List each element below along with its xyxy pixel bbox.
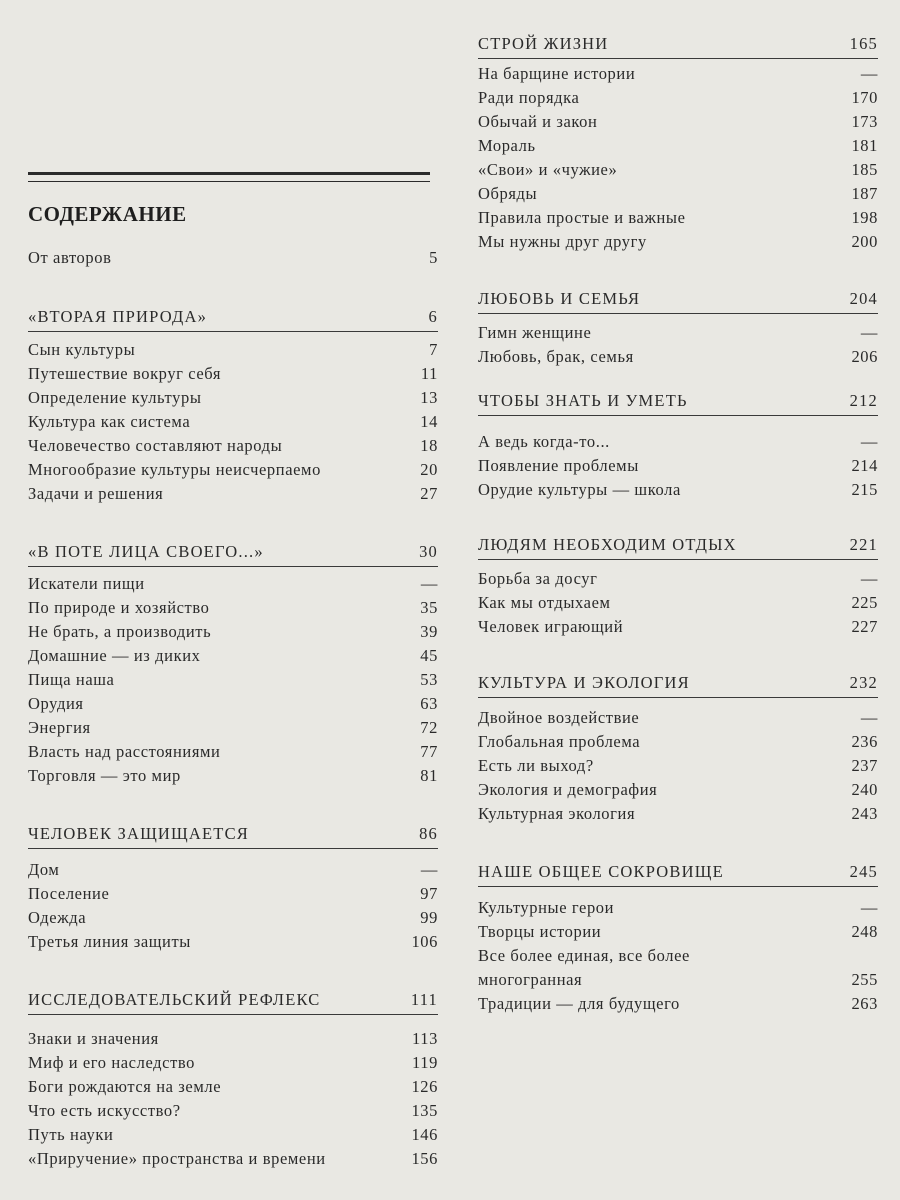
- toc-entry[interactable]: [478, 345, 878, 369]
- entry-title: Появление проблемы: [478, 456, 639, 475]
- section-heading[interactable]: [478, 389, 878, 416]
- entry-title: По природе и хозяйство: [28, 598, 210, 617]
- entry-title: Есть ли выход?: [478, 756, 594, 775]
- toc-entry[interactable]: [28, 644, 438, 668]
- toc-entry[interactable]: [478, 158, 878, 182]
- section-title: СТРОЙ ЖИЗНИ: [478, 34, 609, 53]
- toc-entry[interactable]: [28, 1027, 438, 1051]
- section-heading[interactable]: [478, 860, 878, 887]
- entry-page: 135: [411, 1101, 438, 1120]
- entry-title: многогранная: [478, 970, 583, 989]
- section-title: ЧТОБЫ ЗНАТЬ И УМЕТЬ: [478, 391, 688, 410]
- section-page: 204: [849, 289, 878, 308]
- entry-page: 263: [851, 994, 878, 1013]
- entry-page: 225: [851, 593, 878, 612]
- section-title: «ВТОРАЯ ПРИРОДА»: [28, 307, 208, 326]
- entry-page: 227: [851, 617, 878, 636]
- entry-title: Пища наша: [28, 670, 115, 689]
- entry-title: Миф и его наследство: [28, 1053, 196, 1072]
- toc-entry[interactable]: [478, 86, 878, 110]
- toc-entry[interactable]: [478, 454, 878, 478]
- entry-title: От авторов: [28, 248, 112, 267]
- section-title: НАШЕ ОБЩЕЕ СОКРОВИЩЕ: [478, 862, 724, 881]
- entry-page: 185: [851, 160, 878, 179]
- entry-page: 215: [851, 480, 878, 499]
- toc-entry[interactable]: [478, 478, 878, 502]
- toc-entry[interactable]: [28, 572, 438, 596]
- entry-page: 113: [412, 1029, 438, 1048]
- section-page: 221: [849, 535, 878, 554]
- entry-title: Поселение: [28, 884, 110, 903]
- toc-entry[interactable]: [478, 62, 878, 86]
- section-heading[interactable]: [478, 671, 878, 698]
- entry-title: Определение культуры: [28, 388, 202, 407]
- section-heading[interactable]: [28, 988, 438, 1015]
- toc-entry[interactable]: [478, 802, 878, 826]
- entry-title: Правила простые и важные: [478, 208, 686, 227]
- toc-entry[interactable]: [478, 896, 878, 920]
- entry-page: 39: [420, 622, 438, 641]
- entry-page: 237: [851, 756, 878, 775]
- section-page: 245: [849, 862, 878, 881]
- section-title: ЛЮБОВЬ И СЕМЬЯ: [478, 289, 641, 308]
- entry-title: Путешествие вокруг себя: [28, 364, 222, 383]
- toc-entry[interactable]: [478, 992, 878, 1016]
- toc-entry[interactable]: [478, 615, 878, 639]
- toc-entry[interactable]: [28, 1147, 438, 1171]
- entry-title: Путь науки: [28, 1125, 114, 1144]
- toc-entry[interactable]: [28, 482, 438, 506]
- entry-title: Торговля — это мир: [28, 766, 181, 785]
- entry-title: Власть над расстояниями: [28, 742, 221, 761]
- entry-title: Сын культуры: [28, 340, 136, 359]
- section-page: 86: [419, 824, 438, 843]
- toc-entry[interactable]: [28, 338, 438, 362]
- entry-page: 13: [420, 388, 438, 407]
- entry-title: Борьба за досуг: [478, 569, 598, 588]
- entry-page: 81: [420, 766, 438, 785]
- entry-page: —: [860, 708, 878, 727]
- entry-title: Традиции — для будущего: [478, 994, 680, 1013]
- entry-page: 20: [420, 460, 438, 479]
- toc-entry[interactable]: [478, 182, 878, 206]
- entry-page: —: [860, 898, 878, 917]
- entry-page: 156: [411, 1149, 438, 1168]
- entry-page: 198: [851, 208, 878, 227]
- entry-title: Как мы отдыхаем: [478, 593, 611, 612]
- entry-page: 243: [851, 804, 878, 823]
- toc-entry[interactable]: [478, 778, 878, 802]
- entry-title: Творцы истории: [478, 922, 602, 941]
- section-heading[interactable]: [28, 540, 438, 567]
- section-title: ЛЮДЯМ НЕОБХОДИМ ОТДЫХ: [478, 535, 737, 554]
- entry-title: Культурная экология: [478, 804, 636, 823]
- entry-title: На барщине истории: [478, 64, 636, 83]
- entry-page: —: [420, 860, 438, 879]
- toc-entry[interactable]: [478, 968, 878, 992]
- toc-entry[interactable]: [28, 362, 438, 386]
- entry-title: Искатели пищи: [28, 574, 145, 593]
- section-title: ЧЕЛОВЕК ЗАЩИЩАЕТСЯ: [28, 824, 249, 843]
- entry-page: 181: [851, 136, 878, 155]
- toc-entry[interactable]: [478, 567, 878, 591]
- entry-title: Боги рождаются на земле: [28, 1077, 222, 1096]
- entry-title: Ради порядка: [478, 88, 580, 107]
- entry-title: Мораль: [478, 136, 536, 155]
- toc-entry[interactable]: [28, 764, 438, 788]
- entry-page: —: [860, 323, 878, 342]
- section-page: 165: [849, 34, 878, 53]
- section-page: 30: [419, 542, 438, 561]
- entry-page: 214: [851, 456, 878, 475]
- entry-title: Все более единая, все более: [478, 946, 690, 965]
- entry-title: Культура как система: [28, 412, 191, 431]
- entry-page: 27: [420, 484, 438, 503]
- entry-title: «Приручение» пространства и времени: [28, 1149, 326, 1168]
- entry-page: 106: [411, 932, 438, 951]
- entry-page: —: [860, 569, 878, 588]
- toc-entry[interactable]: [28, 668, 438, 692]
- entry-title: Гимн женщине: [478, 323, 592, 342]
- toc-entry[interactable]: [478, 110, 878, 134]
- entry-title: Орудия: [28, 694, 84, 713]
- toc-entry[interactable]: [28, 620, 438, 644]
- entry-page: 206: [851, 347, 878, 366]
- toc-entry[interactable]: [28, 1123, 438, 1147]
- section-heading[interactable]: [478, 32, 878, 59]
- toc-entry[interactable]: [28, 458, 438, 482]
- entry-title: Одежда: [28, 908, 87, 927]
- entry-page: 126: [411, 1077, 438, 1096]
- toc-entry[interactable]: [28, 1051, 438, 1075]
- entry-page: 63: [420, 694, 438, 713]
- entry-page: 5: [429, 248, 438, 267]
- toc-entry[interactable]: [478, 230, 878, 254]
- entry-title: Обряды: [478, 184, 538, 203]
- entry-page: 99: [420, 908, 438, 927]
- entry-title: Любовь, брак, семья: [478, 347, 634, 366]
- entry-page: 53: [420, 670, 438, 689]
- toc-entry[interactable]: [28, 1099, 438, 1123]
- entry-title: Не брать, а производить: [28, 622, 212, 641]
- section-title: «В ПОТЕ ЛИЦА СВОЕГО...»: [28, 542, 264, 561]
- toc-entry[interactable]: [478, 944, 878, 968]
- toc-entry[interactable]: [478, 134, 878, 158]
- entry-page: 187: [851, 184, 878, 203]
- toc-entry[interactable]: [28, 596, 438, 620]
- entry-page: 255: [851, 970, 878, 989]
- toc-entry[interactable]: [28, 692, 438, 716]
- entry-title: Задачи и решения: [28, 484, 164, 503]
- toc-entry[interactable]: [28, 410, 438, 434]
- section-page: 6: [428, 307, 438, 326]
- entry-title: Двойное воздействие: [478, 708, 640, 727]
- entry-page: 97: [420, 884, 438, 903]
- entry-title: Мы нужны друг другу: [478, 232, 647, 251]
- entry-page: 72: [420, 718, 438, 737]
- entry-title: Экология и демография: [478, 780, 658, 799]
- section-title: КУЛЬТУРА И ЭКОЛОГИЯ: [478, 673, 690, 692]
- toc-entry[interactable]: [28, 1075, 438, 1099]
- entry-page: 200: [851, 232, 878, 251]
- section-heading[interactable]: [28, 305, 438, 332]
- section-page: 111: [410, 990, 438, 1009]
- entry-page: 248: [851, 922, 878, 941]
- entry-page: 146: [411, 1125, 438, 1144]
- section-heading[interactable]: [478, 533, 878, 560]
- entry-page: 45: [420, 646, 438, 665]
- entry-page: 170: [851, 88, 878, 107]
- entry-title: Третья линия защиты: [28, 932, 191, 951]
- entry-title: Человек играющий: [478, 617, 624, 636]
- entry-title: Что есть искусство?: [28, 1101, 181, 1120]
- entry-page: 119: [412, 1053, 438, 1072]
- entry-title: Глобальная проблема: [478, 732, 641, 751]
- entry-page: 14: [420, 412, 438, 431]
- toc-entry[interactable]: [478, 591, 878, 615]
- toc-entry[interactable]: [478, 730, 878, 754]
- entry-title: Многообразие культуры неисчерпаемо: [28, 460, 321, 479]
- toc-entry[interactable]: [28, 386, 438, 410]
- toc-entry[interactable]: [478, 754, 878, 778]
- entry-page: 173: [851, 112, 878, 131]
- section-page: 212: [849, 391, 878, 410]
- entry-page: —: [860, 432, 878, 451]
- entry-title: «Свои» и «чужие»: [478, 160, 618, 179]
- toc-entry[interactable]: [28, 434, 438, 458]
- entry-title: Обычай и закон: [478, 112, 598, 131]
- entry-title: Человечество составляют народы: [28, 436, 283, 455]
- entry-title: Знаки и значения: [28, 1029, 159, 1048]
- entry-page: 7: [429, 340, 438, 359]
- toc-entry[interactable]: [28, 858, 438, 882]
- entry-title: Культурные герои: [478, 898, 615, 917]
- entry-page: —: [860, 64, 878, 83]
- entry-title: А ведь когда-то...: [478, 432, 610, 451]
- entry-title: Домашние — из диких: [28, 646, 201, 665]
- title-rule: [28, 172, 430, 182]
- entry-page: 77: [420, 742, 438, 761]
- entry-title: Орудие культуры — школа: [478, 480, 681, 499]
- toc-entry[interactable]: [478, 430, 878, 454]
- entry-page: 35: [420, 598, 438, 617]
- toc-title: СОДЕРЖАНИЕ: [28, 202, 187, 226]
- toc-entry[interactable]: [478, 706, 878, 730]
- toc-entry[interactable]: [28, 930, 438, 954]
- toc-entry[interactable]: [28, 716, 438, 740]
- toc-entry[interactable]: [28, 882, 438, 906]
- entry-page: 236: [851, 732, 878, 751]
- section-heading[interactable]: [478, 287, 878, 314]
- entry-page: —: [420, 574, 438, 593]
- entry-title: Дом: [28, 860, 60, 879]
- toc-entry[interactable]: [478, 206, 878, 230]
- section-heading[interactable]: [28, 822, 438, 849]
- toc-entry[interactable]: [28, 740, 438, 764]
- section-title: ИССЛЕДОВАТЕЛЬСКИЙ РЕФЛЕКС: [28, 990, 321, 1009]
- entry-page: 18: [420, 436, 438, 455]
- toc-entry[interactable]: [478, 321, 878, 345]
- toc-entry-intro[interactable]: [28, 246, 438, 270]
- entry-title: Энергия: [28, 718, 91, 737]
- section-page: 232: [849, 673, 878, 692]
- toc-entry[interactable]: [28, 906, 438, 930]
- entry-page: 11: [420, 364, 438, 383]
- toc-entry[interactable]: [478, 920, 878, 944]
- entry-page: 240: [851, 780, 878, 799]
